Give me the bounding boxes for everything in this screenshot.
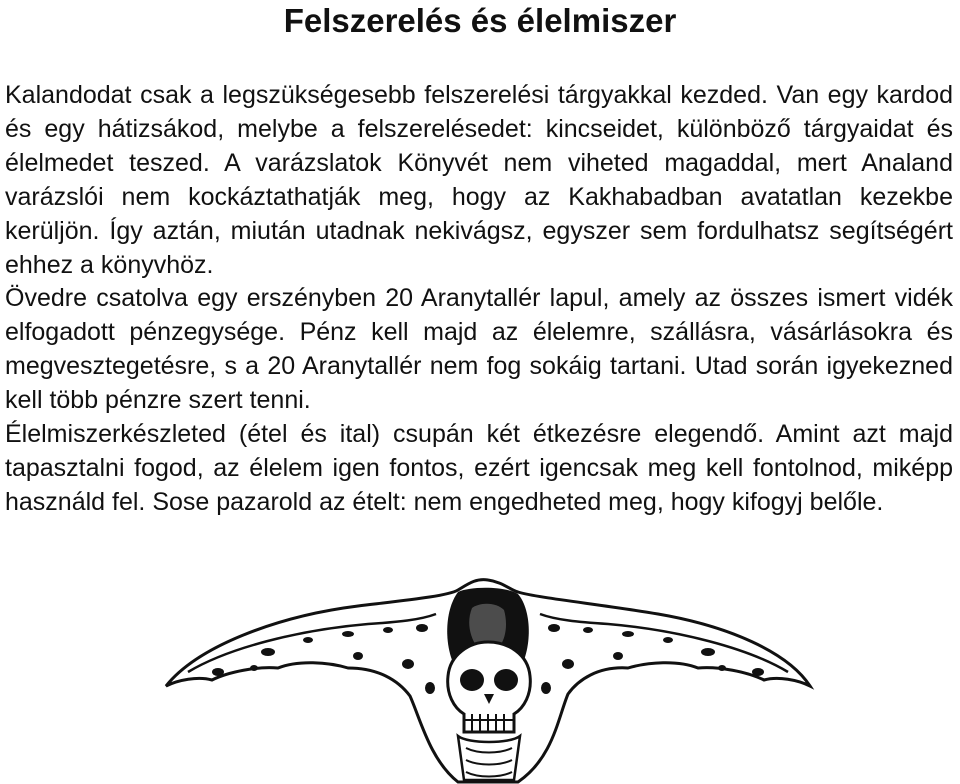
paragraph-gold: Övedre csatolva egy erszényben 20 Aranytallér lapul, amely az összes ismert vidék elfogadott pénzegysége. Pénz kell majd az élelemre, szállásra, vásárlásokra és megvesztegetésre, s a 20 Aranytallér nem fog sokáig tartani. Utad során igyekezned kell több pénzre szert tenni. (5, 284, 953, 415)
skull-eye-left (460, 669, 484, 691)
paragraph-equipment: Kalandodat csak a legszükségesebb felszerelési tárgyakkal kezded. Van egy kardod és egy hátizsákod, melybe a felszerelésedet: kincseidet, különböző tárgyaidat és élelmedet teszed. A varázslatok Könyvét nem viheted magaddal, mert Analand varázslói nem kockáztathatják meg, hogy az Kakhabadban avatatlan kezekbe kerüljön. Így aztán, miután utadnak nekivágsz, egyszer sem fordulhatsz segítségért ehhez a könyvhöz. (5, 81, 953, 279)
body-text (5, 79, 953, 520)
paragraph-provisions: Élelmiszerkészleted (étel és ital) csupán két étkezésre elegendő. Amint azt majd tapasztalni fogod, az élelem igen fontos, ezért igencsak meg kell fontolnod, miképp használd fel. Sose pazarold az ételt: nem engedheted meg, hogy kifogyj belőle. (5, 420, 953, 516)
skull-bat-wings-icon (158, 568, 818, 784)
skull-eye-right (494, 669, 518, 691)
page-title: Felszerelés és élelmiszer (283, 2, 677, 39)
